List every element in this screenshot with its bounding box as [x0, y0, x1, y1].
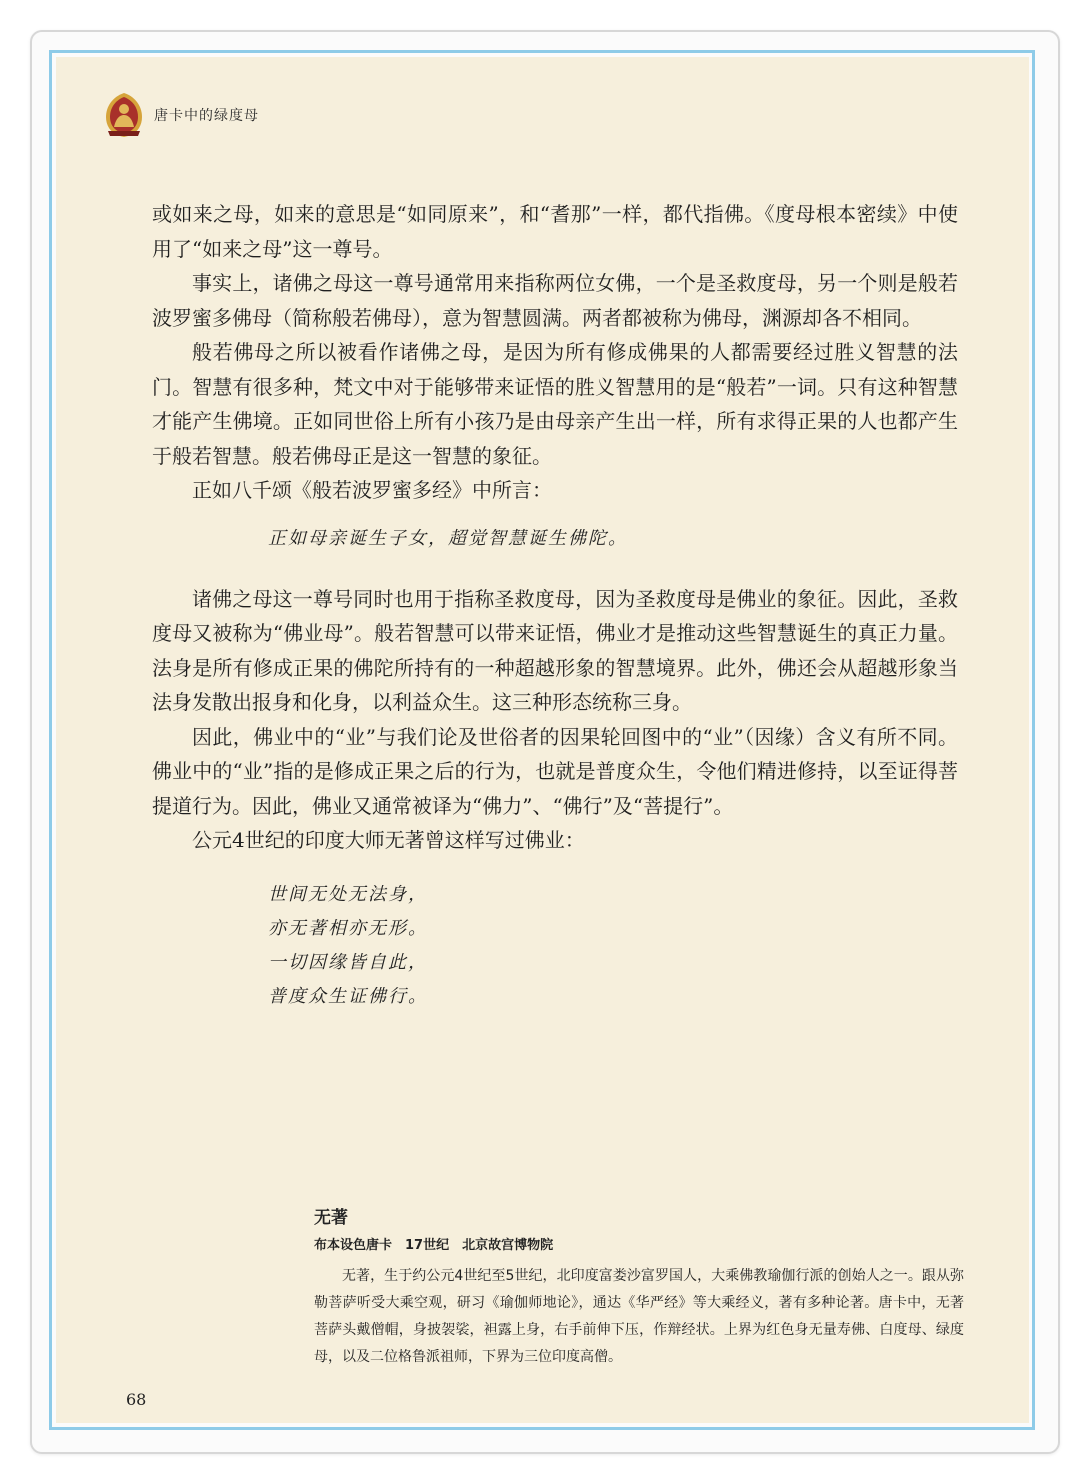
main-text	[152, 197, 958, 1014]
book-page	[56, 57, 1029, 1423]
image-caption	[314, 1203, 964, 1371]
paragraph: 因此，佛业中的“业”与我们论及世俗者的因果轮回图中的“业”（因缘）含义有所不同。佛业中的“业”指的是修成正果之后的行为，也就是普度众生，令他们精进修持，以至证得菩提道行为。因此，佛业又通常被译为“佛力”、“佛行”及“菩提行”。	[152, 724, 958, 818]
paragraph: 事实上，诸佛之母这一尊号通常用来指称两位女佛，一个是圣救度母，另一个则是般若波罗蜜多佛母（简称般若佛母），意为智慧圆满。两者都被称为佛母，渊源却各不相同。	[152, 271, 958, 330]
paragraph: 诸佛之母这一尊号同时也用于指称圣救度母，因为圣救度母是佛业的象征。因此，圣救度母又被称为“佛业母”。般若智慧可以带来证悟，佛业才是推动这些智慧诞生的真正力量。法身是所有修成正果的佛陀所持有的一种超越形象的智慧境界。此外，佛还会从超越形象当法身发散出报身和化身，以利益众生。这三种形态统称三身。	[152, 586, 958, 714]
verse-line: 世间无处无法身，	[268, 883, 428, 905]
verse-line: 一切因缘皆自此，	[268, 951, 428, 973]
page-number: 68	[126, 1390, 147, 1409]
quotation: 正如母亲诞生子女，超觉智慧诞生佛陀。	[268, 527, 628, 549]
running-header-title: 唐卡中的绿度母	[154, 108, 259, 124]
verse-line: 亦无著相亦无形。	[268, 917, 428, 939]
caption-title: 无著	[314, 1208, 348, 1228]
verse-line: 普度众生证佛行。	[268, 985, 428, 1007]
paragraph: 般若佛母之所以被看作诸佛之母，是因为所有修成佛果的人都需要经过胜义智慧的法门。智慧有很多种，梵文中对于能够带来证悟的胜义智慧用的是“般若”一词。只有这种智慧才能产生佛境。正如同世俗上所有小孩乃是由母亲产生出一样，所有求得正果的人也都产生于般若智慧。般若佛母正是这一智慧的象征。	[152, 340, 958, 468]
caption-subtitle: 布本设色唐卡 17世纪 北京故宫博物院	[314, 1238, 554, 1253]
verse-block	[268, 878, 958, 1014]
paragraph: 公元4世纪的印度大师无著曾这样写过佛业：	[192, 828, 585, 852]
paragraph: 正如八千颂《般若波罗蜜多经》中所言：	[192, 478, 552, 502]
running-header	[100, 91, 259, 139]
caption-text: 无著，生于约公元4世纪至5世纪，北印度富娄沙富罗国人，大乘佛教瑜伽行派的创始人之一。跟从弥勒菩萨听受大乘空观，研习《瑜伽师地论》，通达《华严经》等大乘经义，著有多种论著。唐卡中，无著菩萨头戴僧帽，身披袈裟，袒露上身，右手前伸下压，作辩经状。上界为红色身无量寿佛、白度母、绿度母，以及二位格鲁派祖师，下界为三位印度高僧。	[314, 1268, 964, 1365]
tara-emblem-icon	[100, 91, 148, 139]
paragraph: 或如来之母，如来的意思是“如同原来”，和“耆那”一样，都代指佛。《度母根本密续》中使用了“如来之母”这一尊号。	[152, 202, 958, 261]
